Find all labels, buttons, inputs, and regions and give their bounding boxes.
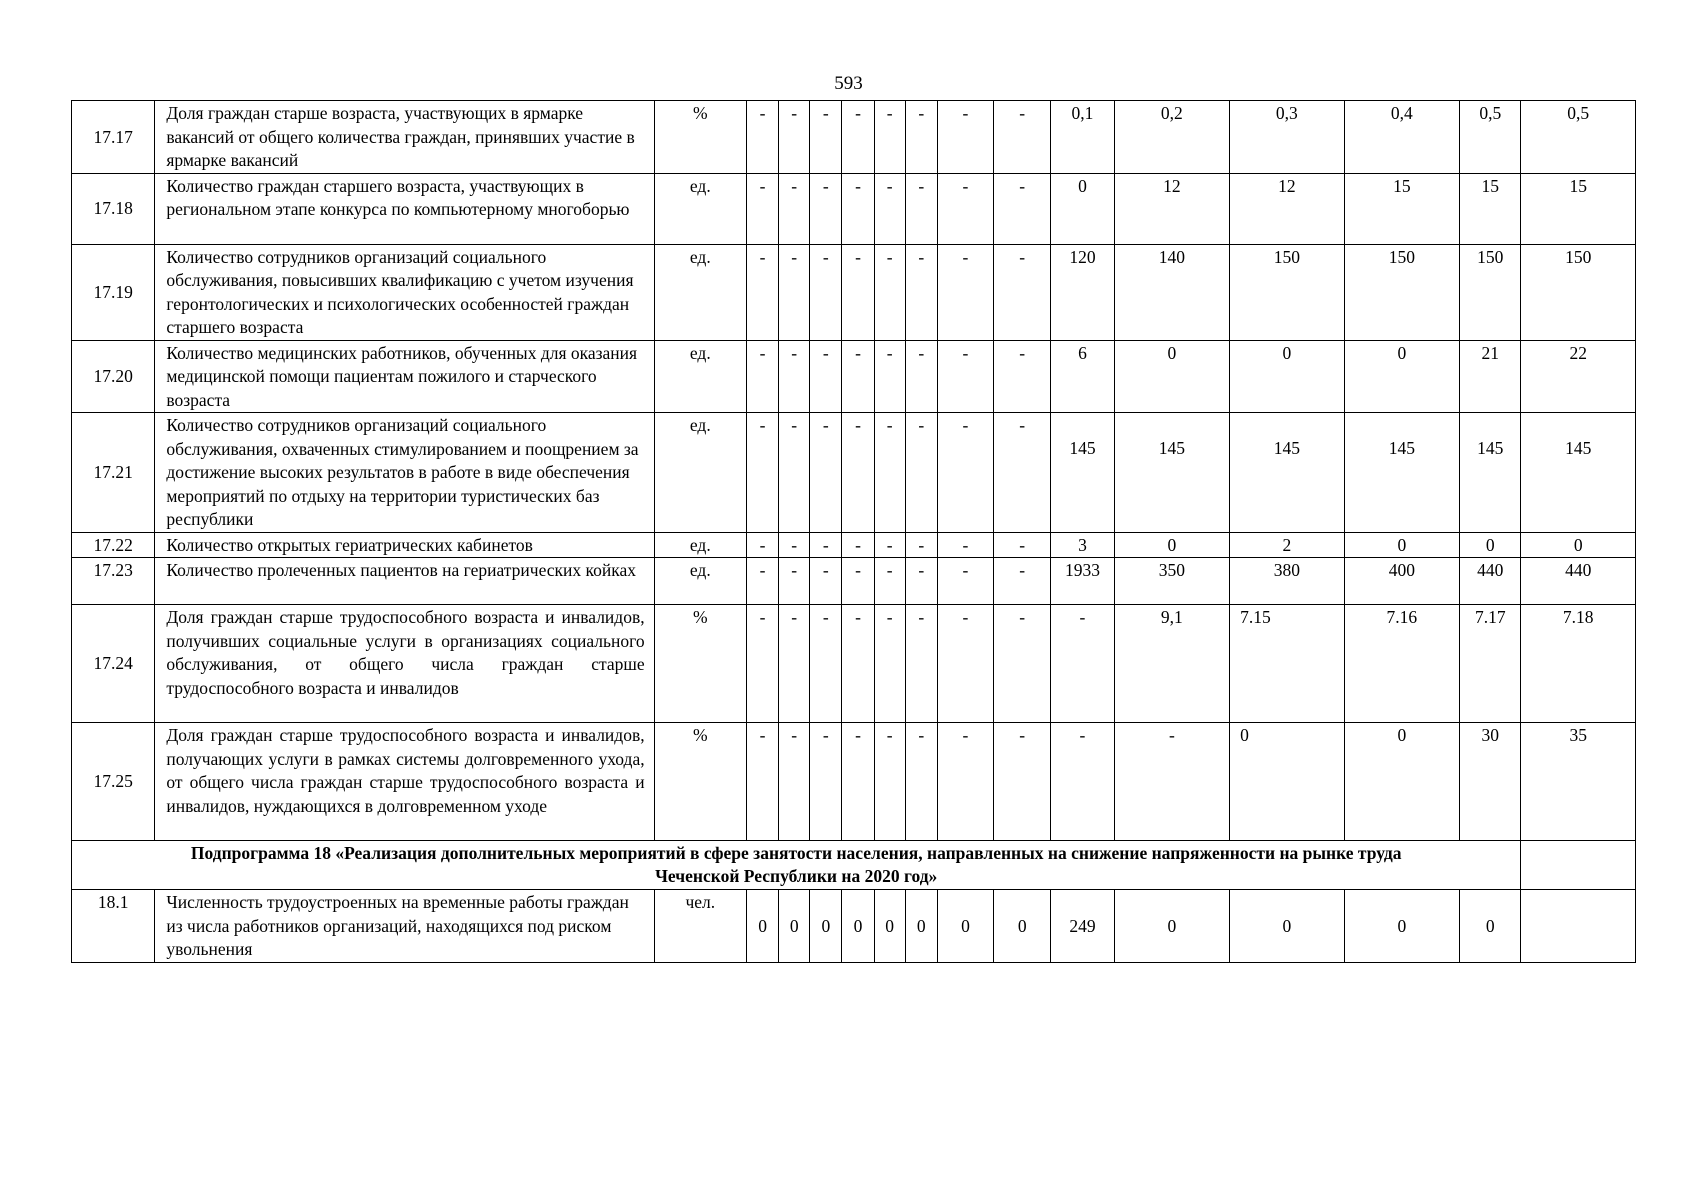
value-cell: -	[937, 558, 993, 605]
value-cell: -	[747, 558, 779, 605]
value-cell: -	[810, 173, 842, 244]
value-cell: 12	[1230, 173, 1345, 244]
value-cell: -	[810, 244, 842, 340]
row-number: 17.25	[72, 723, 155, 841]
value-cell: 0	[779, 890, 810, 963]
value-cell: 0	[994, 890, 1051, 963]
value-cell: -	[994, 340, 1051, 413]
unit-cell: ед.	[654, 173, 746, 244]
value-cell: 15	[1460, 173, 1521, 244]
value-cell: -	[842, 605, 874, 723]
indicator-name: Доля граждан старше трудоспособного возраста и инвалидов, получающих услуги в рамках системы долговременного ухода, от общего числа граждан старше трудоспособного возраста и инвалидов, нуждающихся в долговременном уходе	[155, 723, 654, 841]
value-cell: -	[905, 173, 937, 244]
value-cell: -	[905, 558, 937, 605]
value-cell: -	[937, 101, 993, 174]
value-cell: 22	[1521, 340, 1636, 413]
value-cell: -	[905, 340, 937, 413]
indicator-name: Количество сотрудников организаций социального обслуживания, охваченных стимулированием и поощрением за достижение высоких результатов в работе в виде обеспечения мероприятий по отдыху на территории туристических баз республики	[155, 413, 654, 533]
value-cell: 0,3	[1230, 101, 1345, 174]
value-cell: -	[747, 244, 779, 340]
table-row	[72, 101, 1636, 174]
value-cell: -	[937, 244, 993, 340]
value-cell: 0	[937, 890, 993, 963]
indicator-name: Доля граждан старше возраста, участвующих в ярмарке вакансий от общего количества граждан, принявших участие в ярмарке вакансий	[155, 101, 654, 174]
row-number: 17.24	[72, 605, 155, 723]
value-cell: 0	[1344, 532, 1460, 558]
value-cell: 2	[1230, 532, 1345, 558]
value-cell: 0	[1460, 890, 1521, 963]
table-row	[72, 723, 1636, 841]
value-cell: -	[810, 413, 842, 533]
value-cell: -	[779, 605, 810, 723]
value-cell: -	[779, 532, 810, 558]
unit-cell: ед.	[654, 340, 746, 413]
row-number: 17.23	[72, 558, 155, 605]
value-cell: 7.17	[1460, 605, 1521, 723]
value-cell: 0,5	[1460, 101, 1521, 174]
value-cell: -	[994, 532, 1051, 558]
value-cell: -	[905, 605, 937, 723]
unit-cell: ед.	[654, 532, 746, 558]
value-cell: 150	[1460, 244, 1521, 340]
table-row	[72, 558, 1636, 605]
value-cell: -	[937, 413, 993, 533]
value-cell: -	[842, 173, 874, 244]
value-cell: 15	[1344, 173, 1460, 244]
value-cell: -	[994, 413, 1051, 533]
value-cell: 7.16	[1344, 605, 1460, 723]
table-row	[72, 532, 1636, 558]
table-row	[72, 244, 1636, 340]
value-cell: 0	[1344, 723, 1460, 841]
value-cell: 0	[905, 890, 937, 963]
value-cell: -	[905, 413, 937, 533]
subprogram-title-line1: Подпрограмма 18 «Реализация дополнительных мероприятий в сфере занятости населения, направленных на снижение напряженности на рынке труда	[190, 843, 1402, 863]
value-cell: -	[874, 723, 905, 841]
value-cell: -	[747, 101, 779, 174]
value-cell: 0	[1521, 532, 1636, 558]
value-cell: 145	[1114, 413, 1230, 533]
value-cell: 440	[1460, 558, 1521, 605]
table-row	[72, 890, 1636, 963]
indicator-name: Количество граждан старшего возраста, участвующих в региональном этапе конкурса по компьютерному многоборью	[155, 173, 654, 244]
value-cell: 150	[1521, 244, 1636, 340]
value-cell	[1521, 890, 1636, 963]
value-cell: 0	[874, 890, 905, 963]
value-cell: -	[842, 413, 874, 533]
row-number: 17.21	[72, 413, 155, 533]
value-cell: 7.18	[1521, 605, 1636, 723]
value-cell: 15	[1521, 173, 1636, 244]
value-cell: 0	[1230, 890, 1345, 963]
value-cell: -	[874, 532, 905, 558]
value-cell: -	[874, 101, 905, 174]
value-cell: 145	[1051, 413, 1114, 533]
value-cell: 440	[1521, 558, 1636, 605]
row-number: 17.19	[72, 244, 155, 340]
value-cell: 0	[842, 890, 874, 963]
value-cell: -	[747, 723, 779, 841]
value-cell: -	[842, 723, 874, 841]
indicator-name: Численность трудоустроенных на временные работы граждан из числа работников организаций, находящихся под риском увольнения	[155, 890, 654, 963]
value-cell: 140	[1114, 244, 1230, 340]
value-cell: -	[874, 340, 905, 413]
value-cell: -	[779, 723, 810, 841]
value-cell: 380	[1230, 558, 1345, 605]
table-row	[72, 340, 1636, 413]
row-number: 17.20	[72, 340, 155, 413]
value-cell: -	[937, 723, 993, 841]
value-cell: -	[779, 413, 810, 533]
unit-cell: ед.	[654, 413, 746, 533]
value-cell: 0	[1460, 532, 1521, 558]
value-cell: 0	[1114, 532, 1230, 558]
value-cell: -	[905, 723, 937, 841]
value-cell: -	[810, 605, 842, 723]
value-cell: -	[810, 340, 842, 413]
value-cell: 0	[1230, 340, 1345, 413]
value-cell: -	[779, 173, 810, 244]
value-cell: 21	[1460, 340, 1521, 413]
value-cell: -	[994, 723, 1051, 841]
value-cell: 0	[747, 890, 779, 963]
value-cell: -	[937, 173, 993, 244]
value-cell: -	[747, 605, 779, 723]
value-cell: -	[994, 605, 1051, 723]
value-cell: 6	[1051, 340, 1114, 413]
row-number: 17.18	[72, 173, 155, 244]
value-cell: -	[937, 340, 993, 413]
indicator-name: Доля граждан старше трудоспособного возраста и инвалидов, получивших социальные услуги в организациях социального обслуживания, от общего числа граждан старше трудоспособного возраста и инвалидов	[155, 605, 654, 723]
table-row	[72, 605, 1636, 723]
value-cell: -	[747, 413, 779, 533]
value-cell: 0	[1344, 340, 1460, 413]
value-cell: 0,1	[1051, 101, 1114, 174]
page-number: 593	[834, 73, 863, 94]
value-cell: 0,4	[1344, 101, 1460, 174]
value-cell: 12	[1114, 173, 1230, 244]
value-cell: -	[810, 532, 842, 558]
value-cell: -	[842, 558, 874, 605]
subprogram-row	[72, 841, 1636, 890]
subprogram-title	[72, 841, 1521, 890]
indicator-name: Количество открытых гериатрических кабинетов	[155, 532, 654, 558]
value-cell: 0,5	[1521, 101, 1636, 174]
value-cell: -	[779, 244, 810, 340]
value-cell: -	[994, 101, 1051, 174]
value-cell: 145	[1521, 413, 1636, 533]
value-cell: 30	[1460, 723, 1521, 841]
value-cell: -	[874, 173, 905, 244]
row-number: 18.1	[72, 890, 155, 963]
value-cell: 3	[1051, 532, 1114, 558]
value-cell: -	[874, 605, 905, 723]
value-cell: -	[810, 723, 842, 841]
value-cell: -	[874, 413, 905, 533]
unit-cell: ед.	[654, 558, 746, 605]
value-cell: -	[842, 101, 874, 174]
indicators-table	[71, 100, 1636, 963]
value-cell: -	[1114, 723, 1230, 841]
value-cell: -	[747, 532, 779, 558]
value-cell: 145	[1344, 413, 1460, 533]
value-cell: 150	[1230, 244, 1345, 340]
value-cell: 35	[1521, 723, 1636, 841]
value-cell: -	[779, 101, 810, 174]
subprogram-title-line2: Чеченской Республики на 2020 год»	[655, 866, 938, 886]
value-cell: 350	[1114, 558, 1230, 605]
value-cell: 145	[1230, 413, 1345, 533]
value-cell: 1933	[1051, 558, 1114, 605]
indicator-name: Количество пролеченных пациентов на гериатрических койках	[155, 558, 654, 605]
value-cell: -	[994, 558, 1051, 605]
value-cell: -	[937, 605, 993, 723]
value-cell: -	[905, 101, 937, 174]
row-number: 17.17	[72, 101, 155, 174]
value-cell: -	[747, 340, 779, 413]
value-cell: 0,2	[1114, 101, 1230, 174]
value-cell: 0	[1114, 890, 1230, 963]
indicator-name: Количество медицинских работников, обученных для оказания медицинской помощи пациентам пожилого и старческого возраста	[155, 340, 654, 413]
table-row	[72, 413, 1636, 533]
value-cell: -	[747, 173, 779, 244]
value-cell: 0	[1230, 723, 1345, 841]
unit-cell: %	[654, 723, 746, 841]
empty-cell	[1521, 841, 1636, 890]
value-cell: 0	[1344, 890, 1460, 963]
value-cell: 120	[1051, 244, 1114, 340]
value-cell: -	[810, 101, 842, 174]
value-cell: -	[842, 340, 874, 413]
row-number: 17.22	[72, 532, 155, 558]
value-cell: 0	[810, 890, 842, 963]
value-cell: -	[779, 558, 810, 605]
value-cell: 0	[1114, 340, 1230, 413]
value-cell: -	[810, 558, 842, 605]
unit-cell: %	[654, 101, 746, 174]
value-cell: -	[842, 532, 874, 558]
indicator-name: Количество сотрудников организаций социального обслуживания, повысивших квалификацию с учетом изучения геронтологических и психологических особенностей граждан старшего возраста	[155, 244, 654, 340]
value-cell: -	[937, 532, 993, 558]
value-cell: -	[994, 244, 1051, 340]
unit-cell: ед.	[654, 244, 746, 340]
unit-cell: чел.	[654, 890, 746, 963]
value-cell: -	[905, 244, 937, 340]
value-cell: -	[905, 532, 937, 558]
value-cell: -	[874, 558, 905, 605]
value-cell: -	[779, 340, 810, 413]
value-cell: -	[1051, 723, 1114, 841]
value-cell: 249	[1051, 890, 1114, 963]
value-cell: 0	[1051, 173, 1114, 244]
value-cell: 150	[1344, 244, 1460, 340]
value-cell: 400	[1344, 558, 1460, 605]
value-cell: 7.15	[1230, 605, 1345, 723]
value-cell: -	[842, 244, 874, 340]
value-cell: -	[1051, 605, 1114, 723]
value-cell: 9,1	[1114, 605, 1230, 723]
unit-cell: %	[654, 605, 746, 723]
value-cell: -	[874, 244, 905, 340]
table-row	[72, 173, 1636, 244]
value-cell: -	[994, 173, 1051, 244]
value-cell: 145	[1460, 413, 1521, 533]
